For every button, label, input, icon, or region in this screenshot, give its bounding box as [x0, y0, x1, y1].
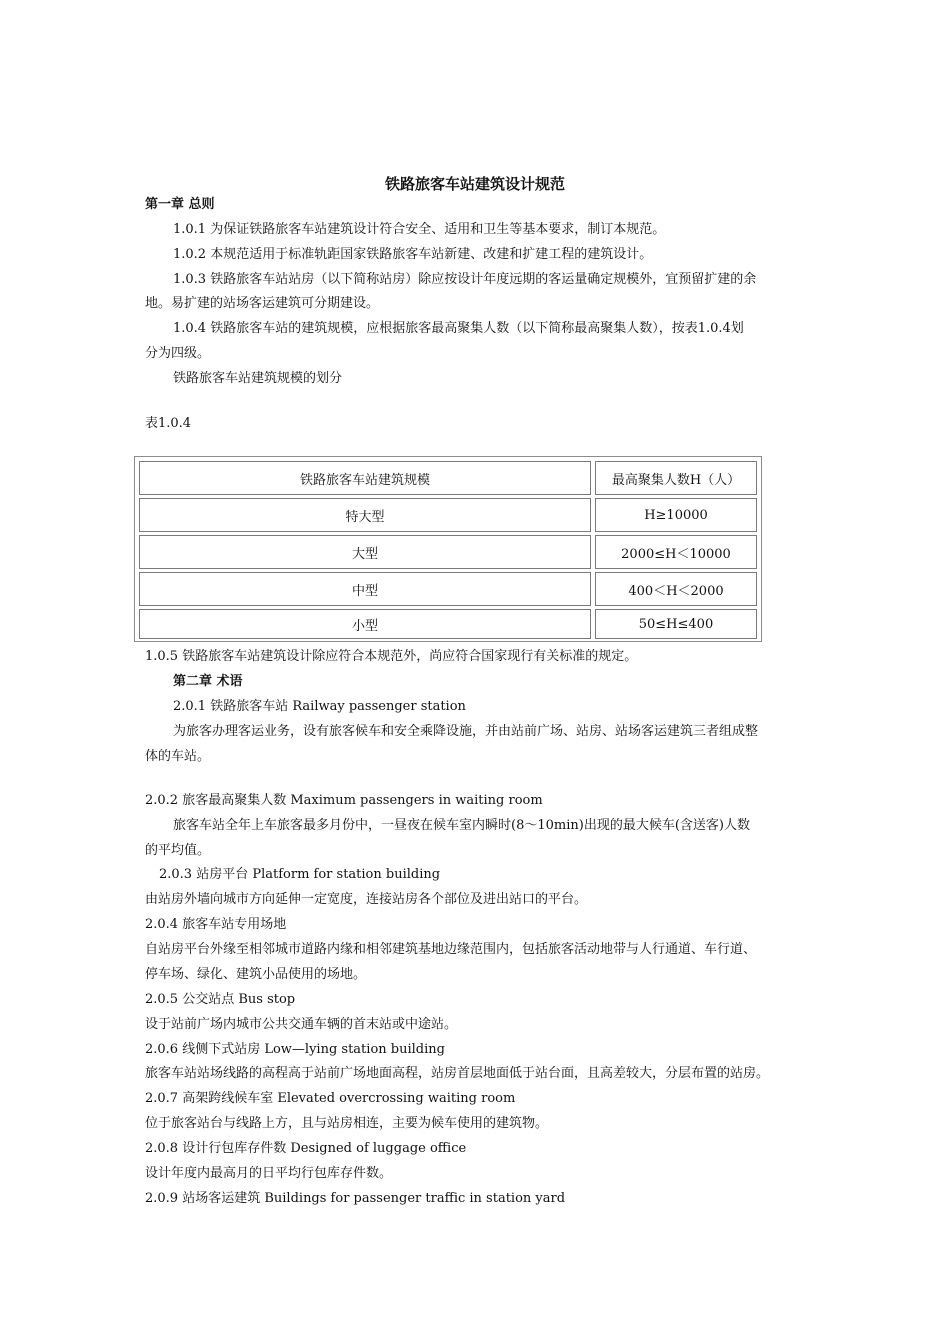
table-caption: 铁路旅客车站建筑规模的划分	[173, 371, 343, 386]
term-2-0-2: 2.0.2 旅客最高聚集人数 Maximum passengers in waiting room	[145, 793, 543, 808]
clause-1-0-4: 1.0.4 铁路旅客车站的建筑规模，应根据旅客最高聚集人数（以下简称最高聚集人数），按表1.0.4划	[173, 321, 744, 336]
term-2-0-8-def: 设计年度内最高月的日平均行包库存件数。	[145, 1166, 393, 1181]
table-cell: 50≤H≤400	[595, 609, 757, 639]
term-2-0-9: 2.0.9 站场客运建筑 Buildings for passenger traffic in station yard	[145, 1191, 566, 1206]
chapter-1-heading: 第一章 总则	[145, 197, 215, 212]
table-cell: H≥10000	[595, 498, 757, 532]
table-cell: 特大型	[139, 498, 591, 532]
term-2-0-4-def-cont: 停车场、绿化、建筑小品使用的场地。	[145, 967, 367, 982]
term-2-0-3: 2.0.3 站房平台 Platform for station building	[159, 867, 441, 882]
table-header-count: 最高聚集人数H（人）	[595, 461, 757, 495]
clause-1-0-2: 1.0.2 本规范适用于标准轨距国家铁路旅客车站新建、改建和扩建工程的建筑设计。	[173, 247, 653, 262]
table-cell: 大型	[139, 535, 591, 569]
table-cell: 中型	[139, 572, 591, 606]
term-2-0-6: 2.0.6 线侧下式站房 Low—lying station building	[145, 1042, 445, 1057]
clause-1-0-3: 1.0.3 铁路旅客车站站房（以下简称站房）除应按设计年度远期的客运量确定规模外，宜预留扩建的余	[173, 272, 757, 287]
document-title: 铁路旅客车站建筑设计规范	[384, 175, 565, 193]
term-2-0-1-def: 为旅客办理客运业务，设有旅客候车和安全乘降设施，并由站前广场、站房、站场客运建筑三者组成整	[173, 724, 759, 739]
term-2-0-1: 2.0.1 铁路旅客车站 Railway passenger station	[173, 699, 466, 714]
term-2-0-7-def: 位于旅客站台与线路上方，且与站房相连，主要为候车使用的建筑物。	[145, 1116, 549, 1131]
term-2-0-3-def: 由站房外墙向城市方向延伸一定宽度，连接站房各个部位及进出站口的平台。	[145, 892, 588, 907]
scale-table	[134, 456, 762, 642]
table-cell: 2000≤H＜10000	[595, 535, 757, 569]
table-header-scale: 铁路旅客车站建筑规模	[139, 461, 591, 495]
term-2-0-4: 2.0.4 旅客车站专用场地	[145, 917, 287, 932]
term-2-0-4-def: 自站房平台外缘至相邻城市道路内缘和相邻建筑基地边缘范围内，包括旅客活动地带与人行通道、车行道、	[145, 942, 757, 957]
clause-1-0-1: 1.0.1 为保证铁路旅客车站建筑设计符合安全、适用和卫生等基本要求，制订本规范。	[173, 222, 666, 237]
table-cell: 400＜H＜2000	[595, 572, 757, 606]
chapter-2-heading: 第二章 术语	[173, 674, 243, 689]
clause-1-0-3-cont: 地。易扩建的站场客运建筑可分期建设。	[145, 296, 380, 311]
term-2-0-2-def: 旅客车站全年上车旅客最多月份中，一昼夜在候车室内瞬时(8～10min)出现的最大候车(含送客)人数	[173, 818, 750, 833]
term-2-0-1-def-cont: 体的车站。	[145, 749, 211, 764]
table-cell: 小型	[139, 609, 591, 639]
term-2-0-7: 2.0.7 高架跨线候车室 Elevated overcrossing waiting room	[145, 1091, 516, 1106]
term-2-0-6-def: 旅客车站站场线路的高程高于站前广场地面高程，站房首层地面低于站台面，且高差较大，分层布置的站房。	[145, 1066, 770, 1081]
term-2-0-5-def: 设于站前广场内城市公共交通车辆的首末站或中途站。	[145, 1017, 458, 1032]
table-label: 表1.0.4	[145, 416, 192, 431]
term-2-0-5: 2.0.5 公交站点 Bus stop	[145, 992, 296, 1007]
clause-1-0-4-cont: 分为四级。	[145, 346, 211, 361]
clause-1-0-5: 1.0.5 铁路旅客车站建筑设计除应符合本规范外，尚应符合国家现行有关标准的规定。	[145, 649, 638, 664]
term-2-0-8: 2.0.8 设计行包库存件数 Designed of luggage office	[145, 1141, 467, 1156]
term-2-0-2-def-cont: 的平均值。	[145, 843, 211, 858]
